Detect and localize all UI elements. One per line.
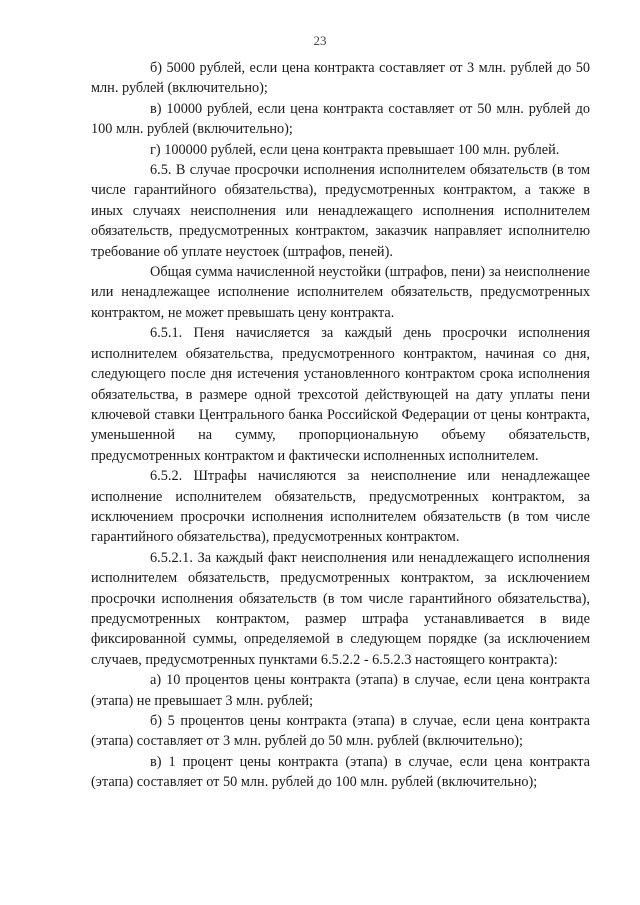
- paragraph-total-penalty: Общая сумма начисленной неустойки (штрафов, пени) за неисполнение или ненадлежащее исполнение исполнителем обязательств, предусмотренных контрактом, не может превышать цену контракта.: [91, 264, 590, 321]
- paragraph-penalty-b: б) 5000 рублей, если цена контракта составляет от 3 млн. рублей до 50 млн. рублей (включительно);: [91, 60, 590, 97]
- paragraph-penalty-v: в) 10000 рублей, если цена контракта составляет от 50 млн. рублей до 100 млн. рублей (включительно);: [91, 100, 590, 138]
- paragraph-fine-a: а) 10 процентов цены контракта (этапа) в случае, если цена контракта (этапа) не превышает 3 млн. рублей;: [91, 672, 590, 709]
- paragraph-6-5-1: 6.5.1. Пеня начисляется за каждый день просрочки исполнения исполнителем обязательства, предусмотренного контрактом, начиная со дня, следующего после дня истечения установленного контрактом срока исполнения обязательства, в размере одной трехсотой действующей на дату уплаты пени ключевой ставки Центрального банка Российской Федерации от цены контракта, уменьшенной на сумму, пропорциональную объему обязательств, предусмотренных контрактом и фактически исполненных исполнителем.: [91, 325, 590, 464]
- paragraph-6-5-2: 6.5.2. Штрафы начисляются за неисполнение или ненадлежащее исполнение исполнителем обязательств, предусмотренных контрактом, за исключением просрочки исполнения исполнителем обязательств (в том числе гарантийного обязательства), предусмотренных контрактом.: [91, 468, 590, 546]
- paragraph-6-5-2-1: 6.5.2.1. За каждый факт неисполнения или ненадлежащего исполнения исполнителем обязательств, предусмотренных контрактом, за исключением просрочки исполнения обязательств (в том числе гарантийного обязательства), предусмотренных контрактом, размер штрафа устанавливается в виде фиксированной суммы, определяемой в следующем порядке (за исключением случаев, предусмотренных пунктами 6.5.2.2 - 6.5.2.3 настоящего контракта):: [91, 549, 590, 668]
- page-number: 23: [313, 33, 327, 48]
- paragraph-6-5: 6.5. В случае просрочки исполнения исполнителем обязательств (в том числе гарантийного обязательства), предусмотренных контрактом, а также в иных случаях неисполнения или ненадлежащего исполнения исполнителем обязательств, предусмотренных контрактом, заказчик направляет исполнителю требование об уплате неустоек (штрафов, пеней).: [91, 162, 590, 260]
- paragraph-penalty-g: г) 100000 рублей, если цена контракта превышает 100 млн. рублей.: [150, 141, 560, 158]
- document-body: [91, 58, 590, 793]
- paragraph-fine-v: в) 1 процент цены контракта (этапа) в случае, если цена контракта (этапа) составляет от 50 млн. рублей до 100 млн. рублей (включительно);: [91, 753, 590, 791]
- paragraph-fine-b: б) 5 процентов цены контракта (этапа) в случае, если цена контракта (этапа) составляет от 3 млн. рублей до 50 млн. рублей (включительно);: [91, 713, 590, 750]
